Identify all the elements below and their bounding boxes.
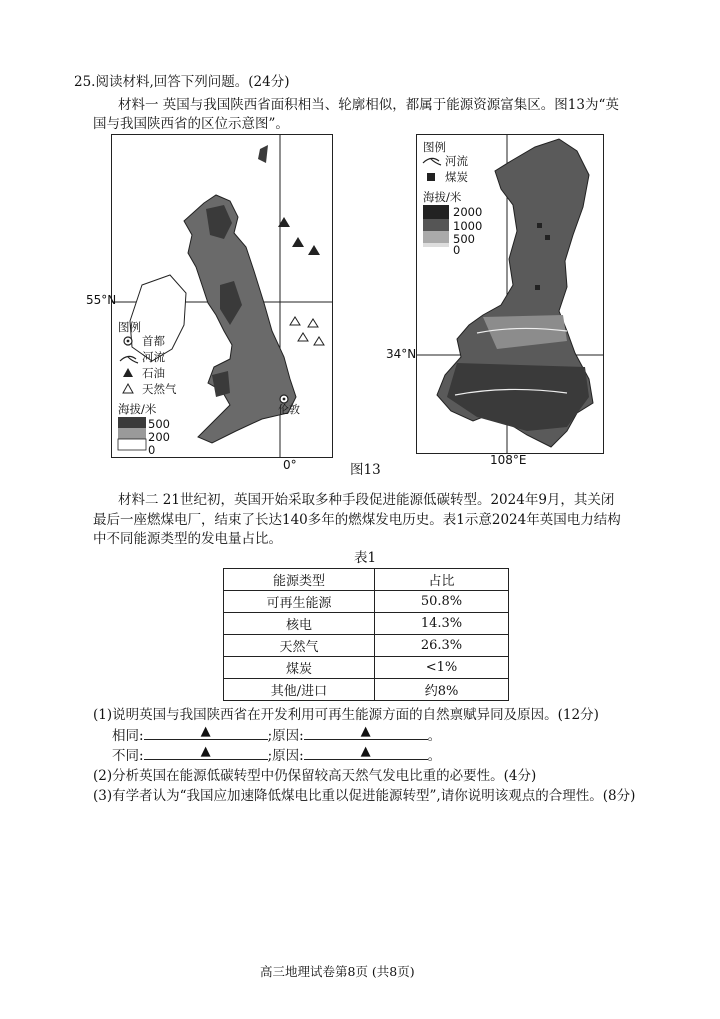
diff-answer-blank[interactable] <box>144 745 268 760</box>
subquestion-2: (2)分析英国在能源低碳转型中仍保留较高天然气发电比重的必要性。(4分) <box>93 768 537 784</box>
table-row <box>224 679 509 701</box>
table-title: 表1 <box>354 550 377 566</box>
material2-line2: 最后一座燃煤电厂，结束了长达140多年的燃煤发电历史。表1示意2024年英国电力结构 <box>93 512 621 528</box>
uk-lon-label: 0° <box>283 458 297 472</box>
end-mark: 。 <box>427 728 442 744</box>
table-row <box>224 635 509 657</box>
table-row <box>224 613 509 635</box>
blank-marker: ▲ <box>360 744 371 759</box>
table-cell: 约8% <box>375 679 509 701</box>
shaanxi-elev-500: 500 <box>453 232 475 246</box>
shaanxi-lat-label: 34°N <box>386 347 417 361</box>
shaanxi-legend-river: 河流 <box>445 154 468 168</box>
shaanxi-lon-label: 108°E <box>490 453 527 467</box>
table-header-cell: 能源类型 <box>224 569 375 591</box>
blank-marker: ▲ <box>200 724 211 739</box>
table-row <box>224 657 509 679</box>
uk-elev-0: 0 <box>148 443 156 457</box>
subquestion-1: (1)说明英国与我国陕西省在开发利用可再生能源方面的自然禀赋异同及原因。(12分) <box>93 707 599 723</box>
london-label: 伦敦 <box>278 403 300 416</box>
same-reason-blank[interactable] <box>304 725 428 740</box>
shaanxi-legend-coal: 煤炭 <box>445 170 468 184</box>
shaanxi-legend-title: 图例 <box>423 140 446 154</box>
table-header-cell: 占比 <box>375 569 509 591</box>
uk-elev-title: 海拔/米 <box>118 402 157 416</box>
table-cell: 核电 <box>224 613 375 635</box>
subquestion-3: (3)有学者认为“我国应加速降低煤电比重以促进能源转型”,请你说明该观点的合理性。(8分) <box>93 788 636 804</box>
table-header-row <box>224 569 509 591</box>
page-footer: 高三地理试卷第8页 (共8页) <box>260 964 415 979</box>
table-cell: 50.8% <box>375 591 509 613</box>
reason-label: ;原因: <box>267 728 304 744</box>
shaanxi-map <box>416 134 604 454</box>
answer-row-same <box>112 725 441 746</box>
table-cell: 可再生能源 <box>224 591 375 613</box>
table-cell: 其他/进口 <box>224 679 375 701</box>
diff-label: 不同: <box>112 748 144 764</box>
material1-line2: 国与我国陕西省的区位示意图”。 <box>93 116 289 132</box>
table-cell: 天然气 <box>224 635 375 657</box>
table-cell: 26.3% <box>375 635 509 657</box>
diff-reason-blank[interactable] <box>304 745 428 760</box>
table-row <box>224 591 509 613</box>
material2-line3: 中不同能源类型的发电量占比。 <box>93 531 282 547</box>
question-title: 25.阅读材料,回答下列问题。(24分) <box>74 74 290 90</box>
same-answer-blank[interactable] <box>144 725 268 740</box>
uk-legend-capital: 首都 <box>142 334 165 348</box>
uk-legend-river: 河流 <box>142 350 165 364</box>
energy-table <box>223 568 509 701</box>
shaanxi-elev-1000: 1000 <box>453 219 483 233</box>
uk-legend-title: 图例 <box>118 320 141 334</box>
uk-map <box>111 134 333 458</box>
figure-caption: 图13 <box>350 462 381 478</box>
shaanxi-elev-title: 海拔/米 <box>423 190 462 204</box>
uk-elev-200: 200 <box>148 430 170 444</box>
same-label: 相同: <box>112 728 144 744</box>
uk-elev-500: 500 <box>148 417 170 431</box>
table-cell: 煤炭 <box>224 657 375 679</box>
answer-row-diff <box>112 745 441 766</box>
reason-label: ;原因: <box>267 748 304 764</box>
material2-line1: 材料二 21世纪初，英国开始采取多种手段促进能源低碳转型。2024年9月，其关闭 <box>118 492 615 508</box>
uk-legend-oil: 石油 <box>142 366 165 380</box>
uk-legend-gas: 天然气 <box>142 382 177 396</box>
shaanxi-elev-0: 0 <box>453 243 461 257</box>
blank-marker: ▲ <box>200 744 211 759</box>
uk-lat-label: 55°N <box>86 293 117 307</box>
end-mark: 。 <box>427 748 442 764</box>
material1-line1: 材料一 英国与我国陕西省面积相当、轮廓相似，都属于能源资源富集区。图13为“英 <box>118 97 619 113</box>
shaanxi-elev-2000: 2000 <box>453 205 483 219</box>
table-cell: <1% <box>375 657 509 679</box>
table-cell: 14.3% <box>375 613 509 635</box>
blank-marker: ▲ <box>360 724 371 739</box>
